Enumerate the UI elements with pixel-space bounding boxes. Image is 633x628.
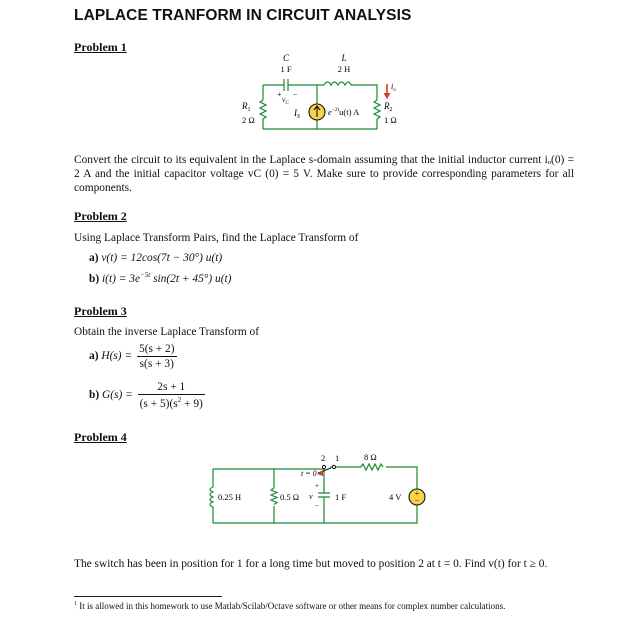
capacitor-c	[284, 79, 288, 91]
footnote	[74, 599, 574, 612]
problem-3-heading: Problem 3	[74, 304, 127, 318]
problem-2-part-a	[89, 252, 222, 264]
part-b-label: b)	[89, 272, 100, 285]
g-of-s: G(s) =	[102, 389, 133, 402]
problem-2-part-b	[89, 271, 231, 285]
source-plus: +	[414, 489, 420, 498]
vc-minus: −	[293, 90, 298, 99]
inductor-025h	[210, 487, 213, 507]
problem-1-circuit	[225, 52, 425, 132]
pos1-label: 1	[335, 453, 340, 463]
switch	[322, 465, 335, 468]
src-label: 4 V	[389, 492, 402, 502]
resistor-8	[361, 464, 383, 470]
problem-3-part-a	[89, 343, 177, 370]
r05-label: 0.5 Ω	[280, 492, 300, 502]
switch-arrow	[317, 470, 323, 476]
h-numerator: 5(s + 2)	[139, 343, 175, 355]
v-plus: +	[315, 482, 319, 490]
problem-3-part-b	[89, 381, 205, 410]
v-minus: −	[315, 502, 319, 510]
l-value: 2 H	[337, 64, 351, 74]
is-symbol: $I_S$	[294, 108, 300, 120]
v-label: v	[309, 492, 313, 501]
problem-1-text: Convert the circuit to its equivalent in the Laplace s-domain assuming that the initial inductor current iₒ(0) = 2 A and the initial capacitor voltage vC (0) = 5 V. Make sure to provide corresponding parameters for all components.	[74, 154, 574, 194]
h-fraction	[137, 343, 177, 370]
capacitor-1f	[318, 493, 330, 497]
h-denominator: s(s + 3)	[139, 358, 174, 370]
part-a-expression: v(t) = 12cos(7t − 30°) u(t)	[101, 252, 223, 264]
r1-symbol: $R_1$	[242, 101, 251, 113]
r1-value: 2 Ω	[242, 115, 255, 125]
problem-4-heading: Problem 4	[74, 430, 127, 444]
problem-3-text: Obtain the inverse Laplace Transform of	[74, 326, 260, 338]
g-numerator: 2s + 1	[138, 381, 205, 395]
l-symbol: L	[341, 53, 347, 63]
h-of-s: H(s) =	[101, 350, 133, 363]
part-b-label: b)	[89, 389, 100, 402]
vc-label: $v_C$	[282, 95, 289, 106]
cap-label: 1 F	[335, 492, 347, 502]
io-label: $i_o$	[391, 82, 396, 93]
problem-1-heading: Problem 1	[74, 40, 127, 54]
footnote-text: It is allowed in this homework to use Matlab/Scilab/Octave software or other means for complex number calculations.	[77, 601, 506, 611]
footnote-rule	[74, 596, 222, 597]
source-minus: −	[414, 496, 420, 505]
inductor-l	[324, 82, 351, 85]
problem-2-heading: Problem 2	[74, 209, 127, 223]
r8-label: 8 Ω	[364, 452, 377, 462]
g-fraction	[138, 381, 205, 410]
problem-2-text: Using Laplace Transform Pairs, find the Laplace Transform of	[74, 232, 359, 244]
footnote-mark: 1	[74, 601, 77, 607]
part-a-label: a)	[89, 252, 99, 264]
part-a-label: a)	[89, 350, 99, 363]
t0-label: t = 0	[301, 469, 317, 478]
vc-plus: +	[277, 90, 282, 99]
problem-4-text: The switch has been in position for 1 for a long time but moved to position 2 at t = 0. Find v(t) for t ≥ 0.	[74, 558, 548, 570]
r2-symbol: $R_2$	[384, 101, 393, 113]
r1-resistor	[260, 100, 266, 119]
r2-resistor	[374, 100, 380, 119]
problem-4-circuit	[205, 440, 445, 530]
c-value: 1 F	[280, 64, 292, 74]
part-b-expression: $i(t) = 3e^{-5t}$ sin(2t + 45°) u(t)	[102, 271, 232, 285]
current-source-is	[309, 104, 325, 120]
ind-label: 0.25 H	[218, 492, 242, 502]
r05-resistor	[271, 488, 277, 505]
pos2-label: 2	[321, 453, 326, 463]
g-denominator: $(s + 5)(s^2 + 9)$	[139, 396, 203, 410]
is-value: $e^{-2t}u(t)$ A	[328, 107, 360, 117]
r2-value: 1 Ω	[384, 115, 397, 125]
page-title: LAPLACE TRANFORM IN CIRCUIT ANALYSIS	[74, 7, 412, 24]
c-symbol: C	[282, 53, 290, 63]
